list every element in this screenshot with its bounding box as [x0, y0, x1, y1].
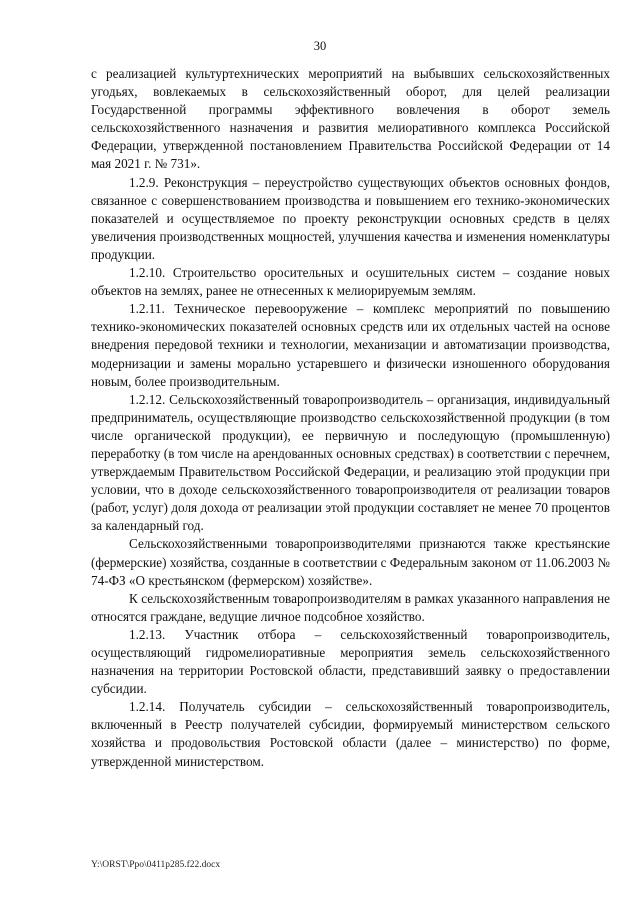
document-body [91, 65, 610, 771]
paragraph-1-2-14: 1.2.14. Получатель субсидии – сельскохозяйственный товаропроизводитель, включенный в Реестр получателей субсидии, формируемый министерством сельского хозяйства и продовольствия Ростовской области (далее – министерство) по форме, утвержденной министерством. [91, 699, 610, 769]
paragraph-1-2-9: 1.2.9. Реконструкция – переустройство существующих объектов основных фондов, связанное с совершенствованием производства и повышением его технико-экономических показателей и осуществляемое по проекту реконструкции основных средств в целях увеличения производственных мощностей, улучшения качества и изменения номенклатуры продукции. [91, 174, 610, 262]
paragraph-farmers: Сельскохозяйственными товаропроизводителями признаются также крестьянские (фермерские) хозяйства, созданные в соответствии с Федеральным законом от 11.06.2003 № 74-ФЗ «О крестьянском (фермерском) хозяйстве». [91, 536, 610, 588]
paragraph-1-2-10: 1.2.10. Строительство оросительных и осушительных систем – создание новых объектов на землях, ранее не отнесенных к мелиорируемым землям. [91, 265, 610, 299]
paragraph-continuation: с реализацией культуртехнических мероприятий на выбывших сельскохозяйственных угодьях, вовлекаемых в сельскохозяйственный оборот, для целей реализации Государственной программы эффективного вовлечения в оборот земель сельскохозяйственного назначения и развития мелиоративного комплекса Российской Федерации, утвержденной постановлением Правительства Российской Федерации от 14 мая 2021 г. № 731». [91, 66, 610, 172]
file-path-footer: Y:\ORST\Ppo\0411p285.f22.docx [91, 860, 221, 870]
paragraph-1-2-13: 1.2.13. Участник отбора – сельскохозяйственный товаропроизводитель, осуществляющий гидромелиоративные мероприятия земель сельскохозяйственного назначения на территории Ростовской области, представивший заявку о предоставлении субсидии. [91, 626, 610, 697]
paragraph-1-2-12: 1.2.12. Сельскохозяйственный товаропроизводитель – организация, индивидуальный предприниматель, осуществляющие производство сельскохозяйственной продукции (в том числе органической продукции), ее первичную и последующую (промышленную) переработку (в том числе на арендованных основных средствах) в соответствии с перечнем, утверждаемым Правительством Российской Федерации, и реализацию этой продукции при условии, что в доходе сельскохозяйственного товаропроизводителя от реализации товаров (работ, услуг) доля дохода от реализации этой продукции составляет не менее 70 процентов за календарный год. [91, 391, 611, 534]
paragraph-1-2-11: 1.2.11. Техническое перевооружение – комплекс мероприятий по повышению технико-экономических показателей основных средств или их отдельных частей на основе внедрения передовой техники и технологии, механизации и автоматизации производства, модернизации и замены морально устаревшего и физически изношенного оборудования новым, более производительным. [91, 301, 610, 389]
paragraph-exclusion: К сельскохозяйственным товаропроизводителям в рамках указанного направления не относятся граждане, ведущие личное подсобное хозяйство. [91, 590, 610, 624]
page-number: 30 [313, 39, 327, 53]
